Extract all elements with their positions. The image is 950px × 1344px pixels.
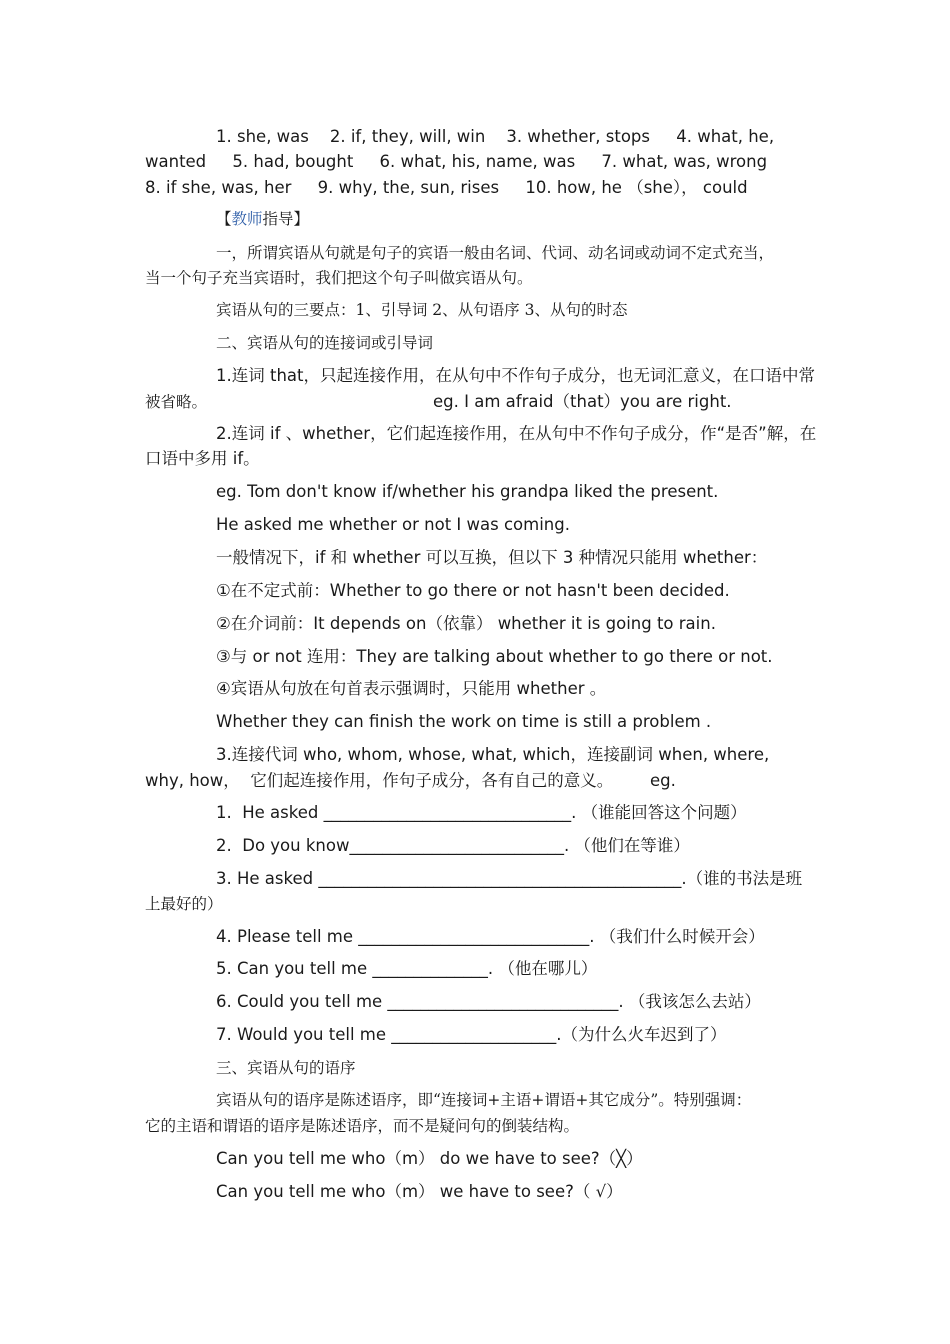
section1-line-1: 一，所谓宾语从句就是句子的宾语一般由名词、代词、动名词或动词不定式充当， xyxy=(216,244,775,262)
whether-case-4: ④宾语从句放在句首表示强调时，只能用 whether 。 xyxy=(216,679,607,698)
teacher-link[interactable]: 教师 xyxy=(231,210,263,228)
wrong-example: Can you tell me who（m） do we have to see?（╳） xyxy=(216,1149,643,1168)
three-points: 宾语从句的三要点：1、引导词 2、从句语序 3、从句的时态 xyxy=(216,301,628,319)
section1-line-2: 当一个句子充当宾语时，我们把这个句子叫做宾语从句。 xyxy=(145,269,533,287)
whether-case-4-example: Whether they can finish the work on time is still a problem . xyxy=(216,712,712,731)
answer-line-1: 1. she, was 2. if, they, will, win 3. whether, stops 4. what, he, xyxy=(216,127,775,146)
connector-pronouns-line-1: 3.连接代词 who, whom, whose, what, which，连接副词 when, where, xyxy=(216,745,770,764)
answer-line-2: wanted 5. had, bought 6. what, his, name, was 7. what, was, wrong xyxy=(145,152,768,171)
exercise-6: 6. Could you tell me ____________________________. （我该怎么去站） xyxy=(216,992,761,1011)
teacher-guide-heading xyxy=(216,208,309,230)
section2-title: 二、宾语从句的连接词或引导词 xyxy=(216,334,434,352)
whether-case-1: ①在不定式前：Whether to go there or not hasn't been decided. xyxy=(216,581,730,600)
exercise-4: 4. Please tell me ____________________________. （我们什么时候开会） xyxy=(216,927,765,946)
exercise-2: 2. Do you know__________________________. （他们在等谁） xyxy=(216,836,690,855)
example-2: He asked me whether or not I was coming. xyxy=(216,515,570,534)
guide-text: 指导】 xyxy=(262,210,310,228)
exercise-1: 1. He asked ______________________________. （谁能回答这个问题） xyxy=(216,803,747,822)
bracket-open: 【 xyxy=(216,210,232,228)
whether-case-2: ②在介词前：It depends on（依靠） whether it is going to rain. xyxy=(216,614,716,633)
connector-that-line-1: 1.连词 that，只起连接作用，在从句中不作句子成分，也无词汇意义，在口语中常 xyxy=(216,366,815,385)
exercise-7: 7. Would you tell me ____________________.（为什么火车迟到了） xyxy=(216,1025,727,1044)
connector-pronouns-line-2: why, how， 它们起连接作用，作句子成分，各有自己的意义。 eg. xyxy=(145,771,676,790)
example-1: eg. Tom don't know if/whether his grandpa liked the present. xyxy=(216,482,719,501)
exercise-3-cont: 上最好的） xyxy=(145,895,223,913)
connector-if-line-2: 口语中多用 if。 xyxy=(145,449,260,468)
exercise-3: 3. He asked ____________________________________________.（谁的书法是班 xyxy=(216,869,803,888)
word-order-line-2: 它的主语和谓语的语序是陈述语序，而不是疑问句的倒装结构。 xyxy=(145,1117,580,1135)
answer-line-3: 8. if she, was, her 9. why, the, sun, rises 10. how, he （she）， could xyxy=(145,178,748,197)
connector-that-line-2: 被省略。 xyxy=(145,393,208,411)
connector-if-line-1: 2.连词 if 、whether，它们起连接作用，在从句中不作句子成分，作“是否”解，在 xyxy=(216,424,817,443)
exercise-5: 5. Can you tell me ______________. （他在哪儿） xyxy=(216,959,598,978)
whether-case-3: ③与 or not 连用：They are talking about whether to go there or not. xyxy=(216,647,773,666)
right-example: Can you tell me who（m） we have to see?（ √） xyxy=(216,1182,623,1201)
section3-title: 三、宾语从句的语序 xyxy=(216,1059,356,1077)
connector-that-example: eg. I am afraid（that）you are right. xyxy=(433,392,732,411)
whether-rule: 一般情况下，if 和 whether 可以互换，但以下 3 种情况只能用 whether： xyxy=(216,548,768,567)
word-order-line-1: 宾语从句的语序是陈述语序，即“连接词+主语+谓语+其它成分”。特别强调： xyxy=(216,1091,752,1109)
